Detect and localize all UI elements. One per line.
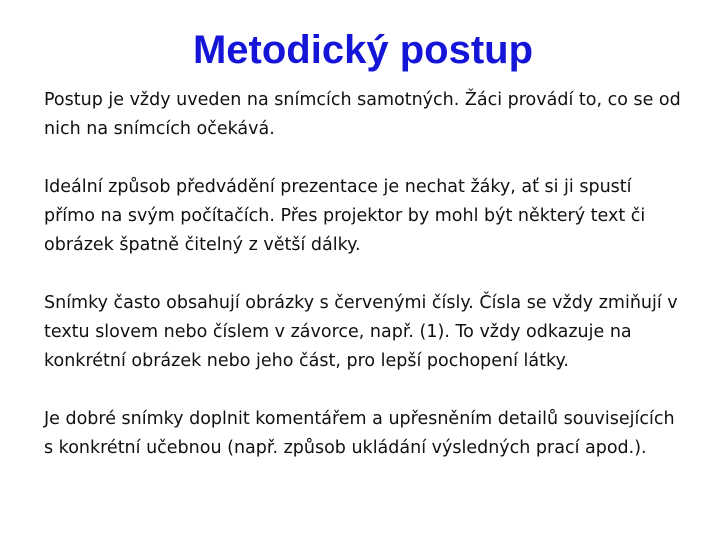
paragraph-comments: Je dobré snímky doplnit komentářem a upřesněním detailů souvisejících s konkrétní učebnou (např. způsob ukládání výsledných prací apod.). [44,409,675,458]
paragraph-red-numbers: Snímky často obsahují obrázky s červenými čísly. Čísla se vždy zmiňují v textu slovem nebo číslem v závorce, např. (1). To vždy odkazuje na konkrétní obrázek nebo jeho část, pro lepší pochopení látky. [44,293,678,371]
slide-body [44,86,684,492]
paragraph-presentation-tip: Ideální způsob předvádění prezentace je nechat žáky, ať si ji spustí přímo na svým počítačích. Přes projektor by mohl být některý text či obrázek špatně čitelný z větší dálky. [44,177,646,255]
paragraph-procedure: Postup je vždy uveden na snímcích samotných. Žáci provádí to, co se od nich na snímcích očekává. [44,90,681,139]
slide-title: Metodický postup [192,28,534,72]
